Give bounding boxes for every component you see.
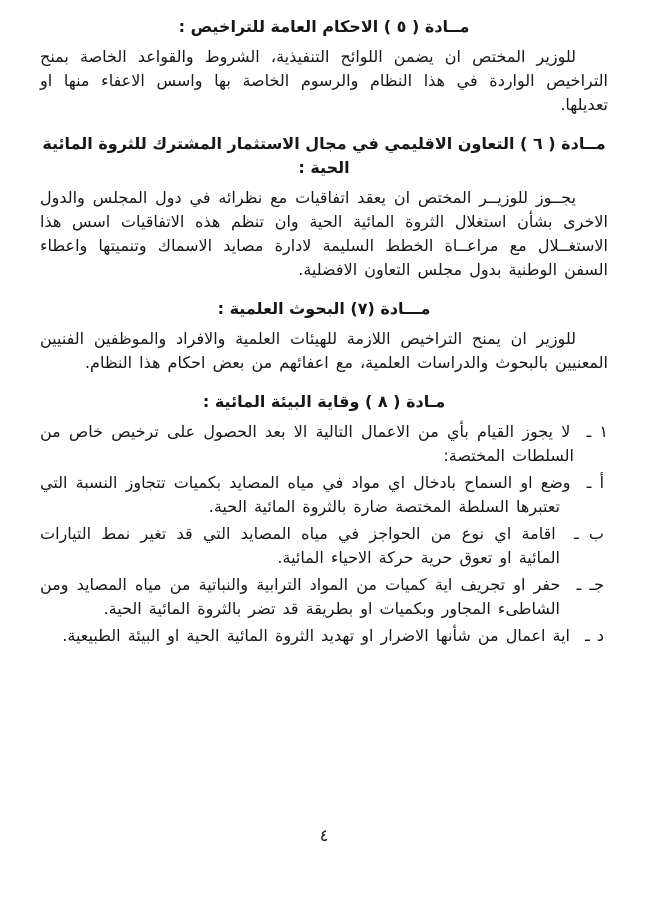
article-8-heading: مـادة ( ٨ ) وقاية البيئة المائية : <box>202 392 446 411</box>
list-item-jim-marker: جـ ـ <box>576 575 604 594</box>
list-item-ba <box>40 522 604 570</box>
article-6-heading: مــادة ( ٦ ) التعاون الاقليمي في مجال الاستثمار المشترك للثروة المائية الحية : <box>42 134 606 177</box>
article-5-heading: مــادة ( ٥ ) الاحكام العامة للتراخيص : <box>178 17 470 36</box>
list-item-alif-text: وضع او السماح بادخال اي مواد في مياه المصايد بكميات تتجاوز النسبة التي تعتبرها السلطة المختصة ضارة بالثروة المائية الحية. <box>40 473 571 516</box>
article-7-section <box>40 297 608 375</box>
list-item-alif <box>40 471 604 519</box>
article-8-clause-1 <box>40 420 608 468</box>
list-item-jim <box>40 573 604 621</box>
page-number: ٤ <box>319 826 329 845</box>
list-item-jim-text: حفر او تجريف اية كميات من المواد الترابية والنباتية من مياه المصايد ومن الشاطىء المجاور وبكميات او بطريقة قد تضر بالثروة المائية الحية. <box>40 575 561 618</box>
article-6-body: يجــوز للوزيــر المختص ان يعقد اتفاقيات مع نظرائه في دول المجلس والدول الاخرى بشأن استغلال الثروة المائية الحية وان تنظم هذه الاتفاقيات اسس هذا الاستغــلال مع مراعــاة الخطط السليمة لادارة مصايد الاسماك وتنميتها واعطاء السفن الوطنية بدول مجلس التعاون الافضلية. <box>40 188 608 279</box>
list-item-dal <box>40 624 604 648</box>
article-7-heading: مـــادة (٧) البحوث العلمية : <box>217 299 431 318</box>
article-7-body: للوزير ان يمنح التراخيص اللازمة للهيئات العلمية والافراد والموظفين الفنيين المعنيين بالبحوث والدراسات العلمية، مع اعفائهم من بعض احكام هذا النظام. <box>40 329 608 372</box>
clause-1-number: ١ ـ <box>586 422 608 441</box>
list-item-dal-marker: د ـ <box>585 626 604 645</box>
list-item-dal-text: اية اعمال من شأنها الاضرار او تهديد الثروة المائية الحية او البيئة الطبيعية. <box>62 626 570 645</box>
article-5-body: للوزير المختص ان يضمن اللوائح التنفيذية، الشروط والقواعد الخاصة بمنح التراخيص الواردة في هذا النظام والرسوم الخاصة بها واسس الاعفاء منها او تعديلها. <box>40 47 608 114</box>
list-item-alif-marker: أ ـ <box>586 473 605 492</box>
article-8-section <box>40 390 608 648</box>
clause-1-text: لا يجوز القيام بأي من الاعمال التالية الا بعد الحصول على ترخيص خاص من السلطات المختصة: <box>40 422 574 465</box>
list-item-ba-text: اقامة اي نوع من الحواجز في مياه المصايد التي قد تغير نمط التيارات المائية او تعوق حرية حركة الاحياء المائية. <box>40 524 560 567</box>
list-item-ba-marker: ب ـ <box>573 524 604 543</box>
article-6-section <box>40 132 608 282</box>
article-5-section <box>40 15 608 117</box>
